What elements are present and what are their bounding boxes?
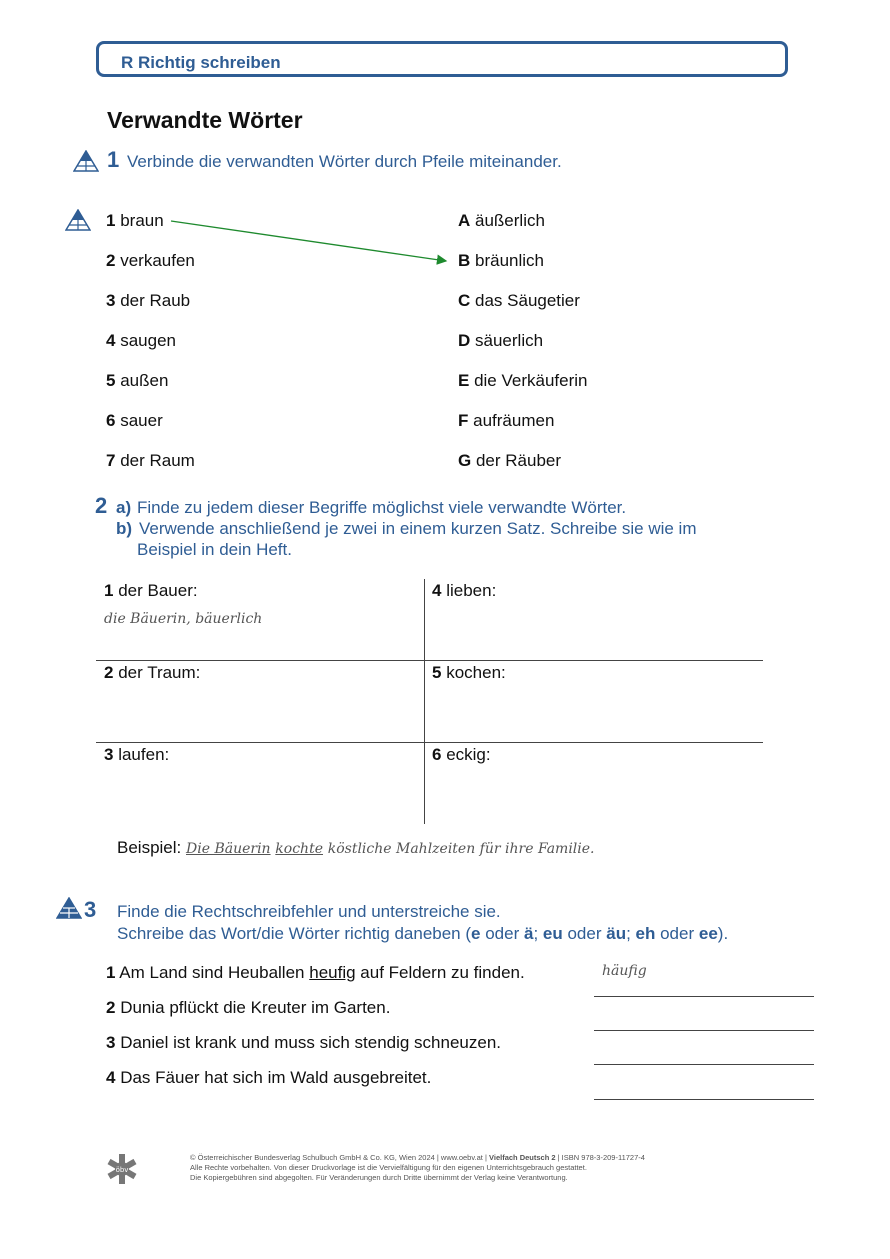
left-word-item: 3 der Raub — [106, 291, 191, 310]
answer-1: häufig — [602, 963, 647, 979]
error-sentence: 3 Daniel ist krank und muss sich stendig schneuzen. — [106, 1033, 502, 1052]
grid-cell-label: 1 der Bauer: — [104, 581, 198, 600]
task2-number: 2 — [95, 493, 108, 518]
oebv-logo-icon — [105, 1152, 139, 1186]
right-word-item: E die Verkäuferin — [458, 371, 588, 390]
left-word-item: 6 sauer — [106, 411, 163, 430]
task2-b-label: b) — [116, 519, 133, 538]
grid-cell-label: 6 eckig: — [432, 745, 491, 764]
task1-number: 1 — [107, 147, 120, 172]
answer-line[interactable] — [594, 1099, 814, 1100]
connection-arrow — [168, 216, 453, 268]
beispiel-rest: köstliche Mahlzeiten für ihre Familie. — [327, 841, 595, 857]
page-title: Verwandte Wörter — [107, 107, 303, 133]
left-word-item: 4 saugen — [106, 331, 176, 350]
beispiel-word2: kochte — [275, 841, 323, 857]
right-word-item: A äußerlich — [458, 211, 545, 230]
grid-horizontal-line — [96, 660, 763, 661]
grid-cell-label: 2 der Traum: — [104, 663, 201, 682]
level-triangle-icon — [73, 150, 99, 172]
right-word-item: G der Räuber — [458, 451, 562, 470]
answer-line[interactable] — [594, 1030, 814, 1031]
task3-instruction2: Schreibe das Wort/die Wörter richtig daneben (e oder ä; eu oder äu; eh oder ee). — [117, 924, 729, 943]
task3-instruction1: Finde die Rechtschreibfehler und unterstreiche sie. — [117, 902, 501, 921]
error-sentence: 1 Am Land sind Heuballen heufig auf Feldern zu finden. — [106, 963, 525, 982]
section-header-box — [96, 41, 788, 77]
task3-number: 3 — [84, 897, 97, 922]
error-sentence: 2 Dunia pflückt die Kreuter im Garten. — [106, 998, 391, 1017]
left-word-item: 5 außen — [106, 371, 169, 390]
left-word-item: 1 braun — [106, 211, 164, 230]
right-word-item: F aufräumen — [458, 411, 555, 430]
task2-a-label: a) — [116, 498, 132, 517]
right-word-item: D säuerlich — [458, 331, 544, 350]
answer-line[interactable] — [594, 1064, 814, 1065]
grid-cell-label: 4 lieben: — [432, 581, 497, 600]
underlined-error: heufig — [309, 963, 356, 982]
task2-a-text: Finde zu jedem dieser Begriffe möglichst viele verwandte Wörter. — [137, 498, 627, 517]
error-sentence: 4 Das Fäuer hat sich im Wald ausgebreitet. — [106, 1068, 432, 1087]
grid-horizontal-line — [96, 742, 763, 743]
footer-text: © Österreichischer Bundesverlag Schulbuch GmbH & Co. KG, Wien 2024 | www.oebv.at | Vielfach Deutsch 2 | ISBN 978-3-209-11727-4 Alle Rechte vorbehalten. Von dieser Druckvorlage ist die Vervielfältigung für den eigenen Unterrichtsgebrauch gestattet. Die Kopiergebühren sind abgegolten. Für Veränderungen durch Dritte übernimmt der Verlag keine Verantwortung. — [190, 1153, 645, 1182]
svg-text:öbv: öbv — [115, 1166, 129, 1174]
beispiel-word1: Die Bäuerin — [186, 841, 271, 857]
grid-cell-label: 3 laufen: — [104, 745, 170, 764]
level-triangle-icon — [56, 897, 82, 919]
task1-instruction: Verbinde die verwandten Wörter durch Pfeile miteinander. — [127, 152, 562, 171]
task2-b-text: Verwende anschließend je zwei in einem kurzen Satz. Schreibe sie wie im — [139, 519, 697, 538]
grid-cell-label: 5 kochen: — [432, 663, 506, 682]
left-word-item: 7 der Raum — [106, 451, 195, 470]
level-triangle-icon — [65, 209, 91, 231]
beispiel-line — [117, 838, 595, 858]
task2-b-text2: Beispiel in dein Heft. — [137, 540, 292, 559]
beispiel-label: Beispiel: — [117, 838, 182, 857]
answer-line[interactable] — [594, 996, 814, 997]
section-title: R Richtig schreiben — [121, 53, 281, 72]
example-answer: die Bäuerin, bäuerlich — [104, 611, 263, 627]
right-word-item: B bräunlich — [458, 251, 545, 270]
right-word-item: C das Säugetier — [458, 291, 580, 310]
left-word-item: 2 verkaufen — [106, 251, 195, 270]
grid-vertical-line — [424, 579, 425, 824]
